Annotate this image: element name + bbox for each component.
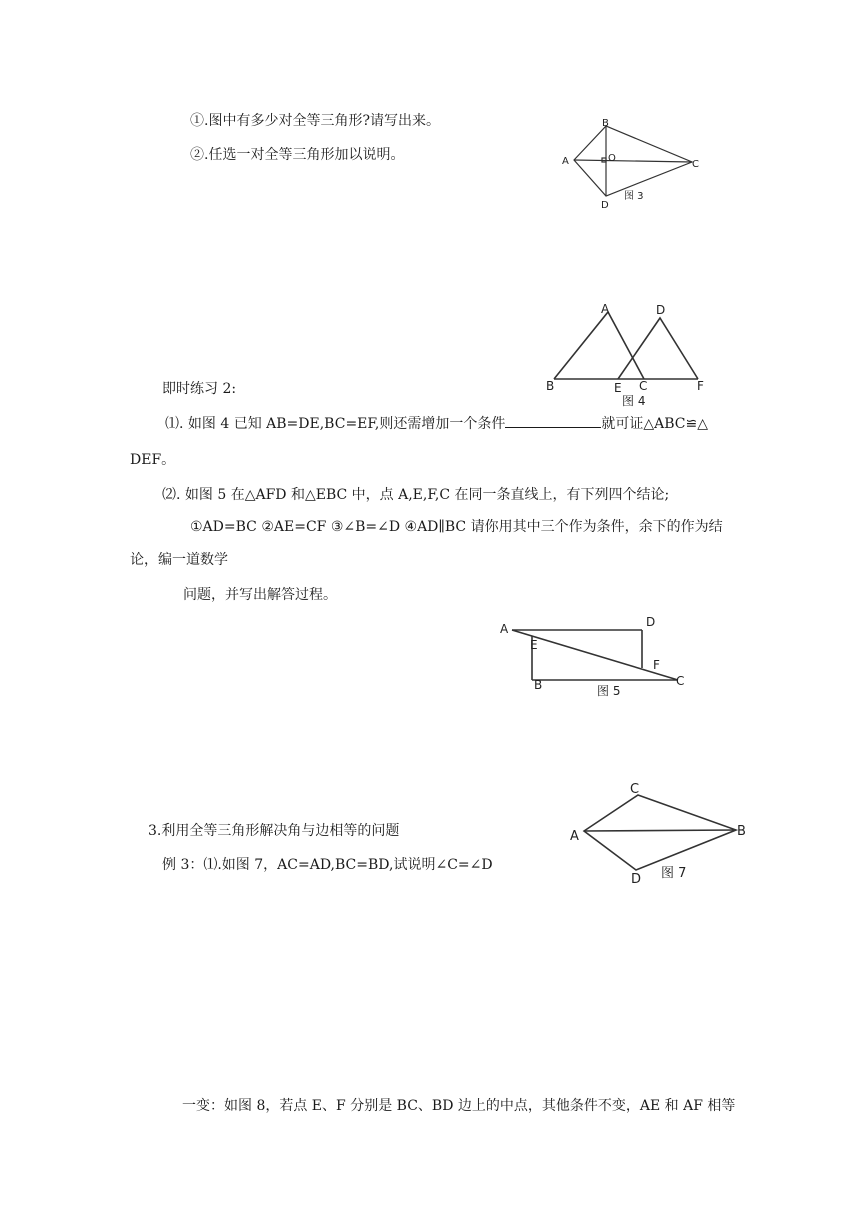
question-1: ①.图中有多少对全等三角形?请写出来。 [190,113,440,129]
fig4-caption: 图 4 [622,394,646,408]
practice-title: 即时练习 2: [162,381,237,397]
variant-1: 一变：如图 8，若点 E、F 分别是 BC、BD 边上的中点，其他条件不变，AE 和 AF 相等 [182,1098,736,1114]
practice-2-conditions: ①AD=BC ②AE=CF ③∠B=∠D ④AD∥BC 请你用其中三个作为条件，余下的作为结 [190,519,723,535]
practice-2: ⑵. 如图 5 在△AFD 和△EBC 中，点 A,E,F,C 在同一条直线上，有下列四个结论; [162,487,670,503]
fig3-label-b: B [602,118,609,129]
figure-5 [494,612,694,704]
fig3-label-c: C [692,159,699,170]
fig4-label-a: A [601,302,610,316]
practice-2-continued: 论，编一道数学 [130,552,228,568]
fig3-label-o: O [608,153,616,164]
fig4-label-e: E [614,381,622,395]
fig5-label-d: D [646,615,656,629]
figure-4 [540,300,720,412]
fig5-label-a: A [500,622,509,636]
question-2: ②.任选一对全等三角形加以说明。 [190,147,405,163]
figure-3 [558,114,708,214]
fig3-caption: 图 3 [624,191,644,202]
fig4-label-c: C [639,379,648,393]
fig5-caption: 图 5 [597,684,621,698]
practice-1-text-b: 就可证△ABC≌△ [601,416,709,432]
practice-1-continued: DEF。 [130,452,176,468]
fig3-label-a: A [562,156,569,167]
fig7-label-c: C [630,782,640,797]
fig5-label-e: E [530,638,538,652]
fig3-label-d: D [601,200,609,211]
answer-blank[interactable] [505,414,601,428]
fig5-label-b: B [534,678,543,692]
fig4-label-f: F [697,379,704,393]
fig5-label-c: C [676,674,685,688]
fig7-caption: 图 7 [661,866,687,881]
fig4-label-d: D [656,303,666,317]
figure-7 [566,775,756,890]
fig5-label-f: F [653,658,660,672]
practice-1 [165,414,708,434]
fig7-label-d: D [631,872,642,887]
fig7-label-b: B [737,824,746,839]
section-3-title: 3.利用全等三角形解决角与边相等的问题 [148,823,400,839]
practice-1-text-a: ⑴. 如图 4 已知 AB=DE,BC=EF,则还需增加一个条件 [165,416,506,432]
fig7-label-a: A [570,829,579,844]
example-3: 例 3：⑴.如图 7，AC=AD,BC=BD,试说明∠C=∠D [162,857,493,873]
fig4-label-b: B [546,379,555,393]
practice-2-end: 问题，并写出解答过程。 [183,587,337,603]
